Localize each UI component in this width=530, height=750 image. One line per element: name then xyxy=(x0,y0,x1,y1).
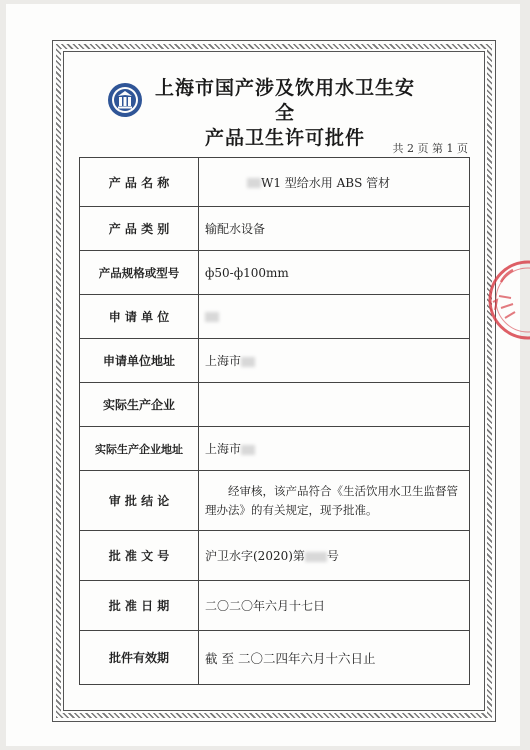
row-label: 产 品 类 别 xyxy=(80,207,199,251)
row-label: 产 品 名 称 xyxy=(80,158,199,207)
title-line-2: 产品卫生许可批件 xyxy=(204,127,365,149)
table-row xyxy=(80,251,470,295)
table-row xyxy=(80,295,470,339)
row-label: 实际生产企业 xyxy=(80,383,199,427)
product-category-value: 输配水设备 xyxy=(199,207,470,251)
approval-date-value: 二〇二〇年六月十七日 xyxy=(199,581,470,631)
table-row xyxy=(80,158,470,207)
redaction xyxy=(305,552,327,562)
table-row xyxy=(80,339,470,383)
red-seal-stamp-icon xyxy=(483,252,530,352)
row-label: 产品规格或型号 xyxy=(80,251,199,295)
row-label: 批件有效期 xyxy=(80,631,199,685)
page-info: 共 2 页 第 1 页 xyxy=(392,142,468,155)
applicant-value xyxy=(199,295,470,339)
row-label: 批 准 文 号 xyxy=(80,531,199,581)
approval-conclusion-value: 经审核，该产品符合《生活饮用水卫生监督管理办法》的有关规定，现予批准。 xyxy=(199,471,470,531)
redaction xyxy=(241,357,255,367)
health-emblem-icon xyxy=(107,82,143,118)
manufacturer-address-value: 上海市 xyxy=(199,427,470,471)
row-label: 批 准 日 期 xyxy=(80,581,199,631)
document-title xyxy=(150,76,420,151)
title-line-1: 上海市国产涉及饮用水卫生安全 xyxy=(154,77,415,124)
info-table xyxy=(79,157,470,685)
redaction xyxy=(241,445,255,455)
table-row xyxy=(80,531,470,581)
table-row xyxy=(80,471,470,531)
product-name-value: W1 型给水用 ABS 管材 xyxy=(199,158,470,207)
product-spec-value: ф50-ф100mm xyxy=(199,251,470,295)
table-row xyxy=(80,383,470,427)
row-label: 审 批 结 论 xyxy=(80,471,199,531)
table-row xyxy=(80,631,470,685)
table-row xyxy=(80,427,470,471)
row-label: 申 请 单 位 xyxy=(80,295,199,339)
table-row xyxy=(80,207,470,251)
table-row xyxy=(80,581,470,631)
redaction xyxy=(247,178,261,188)
manufacturer-value xyxy=(199,383,470,427)
row-label: 实际生产企业地址 xyxy=(80,427,199,471)
redaction xyxy=(205,312,219,322)
applicant-address-value: 上海市 xyxy=(199,339,470,383)
approval-number-value: 沪卫水字(2020)第 号 xyxy=(199,531,470,581)
row-label: 申请单位地址 xyxy=(80,339,199,383)
validity-value: 截 至 二〇二四年六月十六日止 xyxy=(199,631,470,685)
